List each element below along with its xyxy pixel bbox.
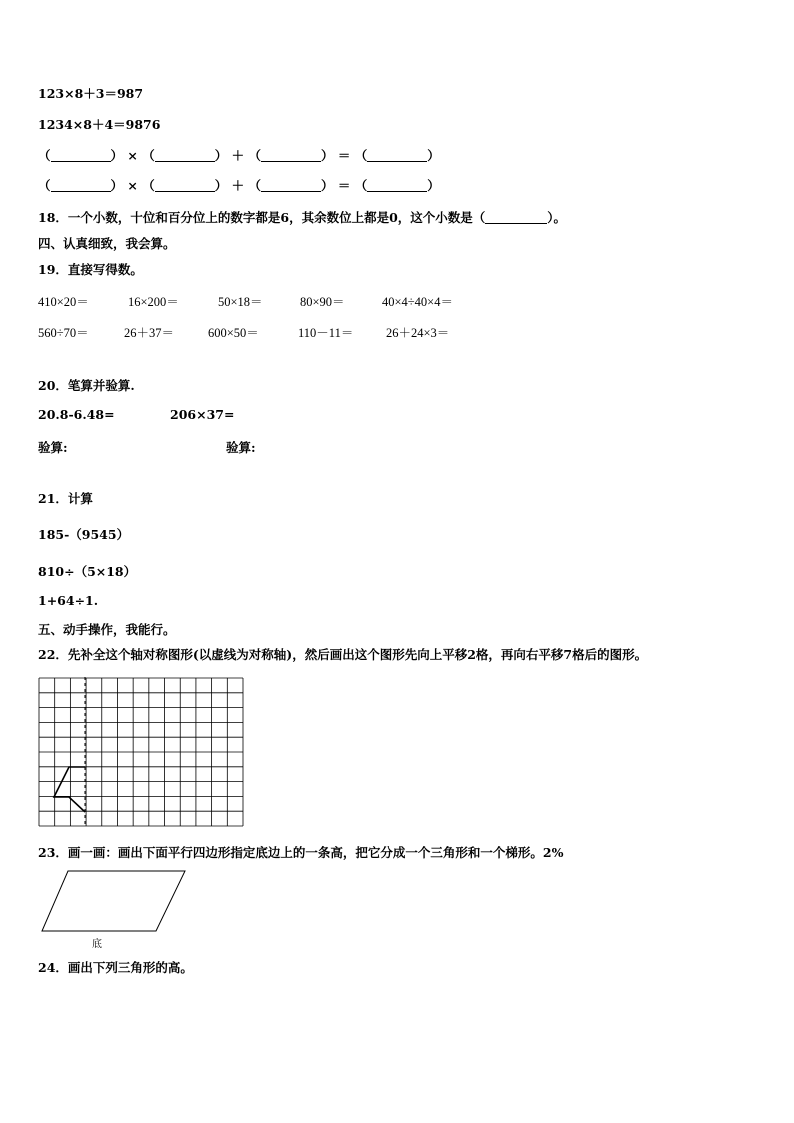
question-18: 18．一个小数，十位和百分位上的数字都是6，其余数位上都是0，这个小数是（ ）。 bbox=[38, 210, 567, 225]
q19-item: 16×200＝ bbox=[128, 295, 179, 309]
answer-blank[interactable] bbox=[261, 150, 321, 162]
question-23: 23．画一画：画出下面平行四边形指定底边上的一条高，把它分成一个三角形和一个梯形。2% bbox=[38, 845, 564, 860]
q20-expression-1: 20.8-6.48= bbox=[38, 407, 115, 422]
answer-blank[interactable] bbox=[367, 180, 427, 192]
section-5-heading: 五、动手操作，我能行。 bbox=[38, 622, 176, 637]
q19-item: 26＋37＝ bbox=[124, 326, 175, 340]
q19-item: 410×20＝ bbox=[38, 295, 89, 309]
base-label: 底 bbox=[92, 939, 102, 950]
question-24: 24．画出下列三角形的高。 bbox=[38, 960, 193, 975]
blank-equation-row-2: （ ） × （ ） ＋ （ ） ＝ （ ） bbox=[38, 178, 440, 193]
q21-line-3: 1+64÷1. bbox=[38, 593, 99, 608]
question-21-title: 21．计算 bbox=[38, 491, 93, 506]
pattern-line-1: 123×8＋3＝987 bbox=[38, 86, 144, 101]
answer-blank[interactable] bbox=[51, 180, 111, 192]
answer-blank[interactable] bbox=[155, 150, 215, 162]
q20-check-label-1: 验算: bbox=[38, 440, 68, 455]
grid-figure[interactable] bbox=[38, 677, 244, 827]
half-figure bbox=[54, 767, 85, 812]
q19-item: 26＋24×3＝ bbox=[386, 326, 450, 340]
q19-item: 600×50＝ bbox=[208, 326, 259, 340]
blank-equation-row-1: （ ） × （ ） ＋ （ ） ＝ （ ） bbox=[38, 148, 440, 163]
q21-line-1: 185-（9545） bbox=[38, 527, 130, 542]
parallelogram bbox=[42, 871, 185, 931]
question-19-title: 19．直接写得数。 bbox=[38, 262, 143, 277]
parallelogram-figure[interactable] bbox=[38, 868, 188, 934]
answer-blank[interactable] bbox=[367, 150, 427, 162]
answer-blank[interactable] bbox=[261, 180, 321, 192]
q19-item: 560÷70＝ bbox=[38, 326, 89, 340]
pattern-line-2: 1234×8＋4＝9876 bbox=[38, 117, 161, 132]
q21-line-2: 810÷（5×18） bbox=[38, 564, 137, 579]
section-4-heading: 四、认真细致，我会算。 bbox=[38, 236, 176, 251]
answer-blank[interactable] bbox=[155, 180, 215, 192]
q19-item: 50×18＝ bbox=[218, 295, 263, 309]
q20-check-label-2: 验算: bbox=[226, 440, 256, 455]
answer-blank[interactable] bbox=[51, 150, 111, 162]
question-22: 22．先补全这个轴对称图形(以虚线为对称轴)，然后画出这个图形先向上平移2格，再向右平移7格后的图形。 bbox=[38, 647, 648, 662]
answer-blank[interactable] bbox=[485, 212, 547, 224]
q19-item: 80×90＝ bbox=[300, 295, 345, 309]
question-20-title: 20．笔算并验算. bbox=[38, 378, 135, 393]
q20-expression-2: 206×37= bbox=[170, 407, 235, 422]
q19-item: 40×4÷40×4＝ bbox=[382, 295, 453, 309]
q19-item: 110－11＝ bbox=[298, 326, 354, 340]
